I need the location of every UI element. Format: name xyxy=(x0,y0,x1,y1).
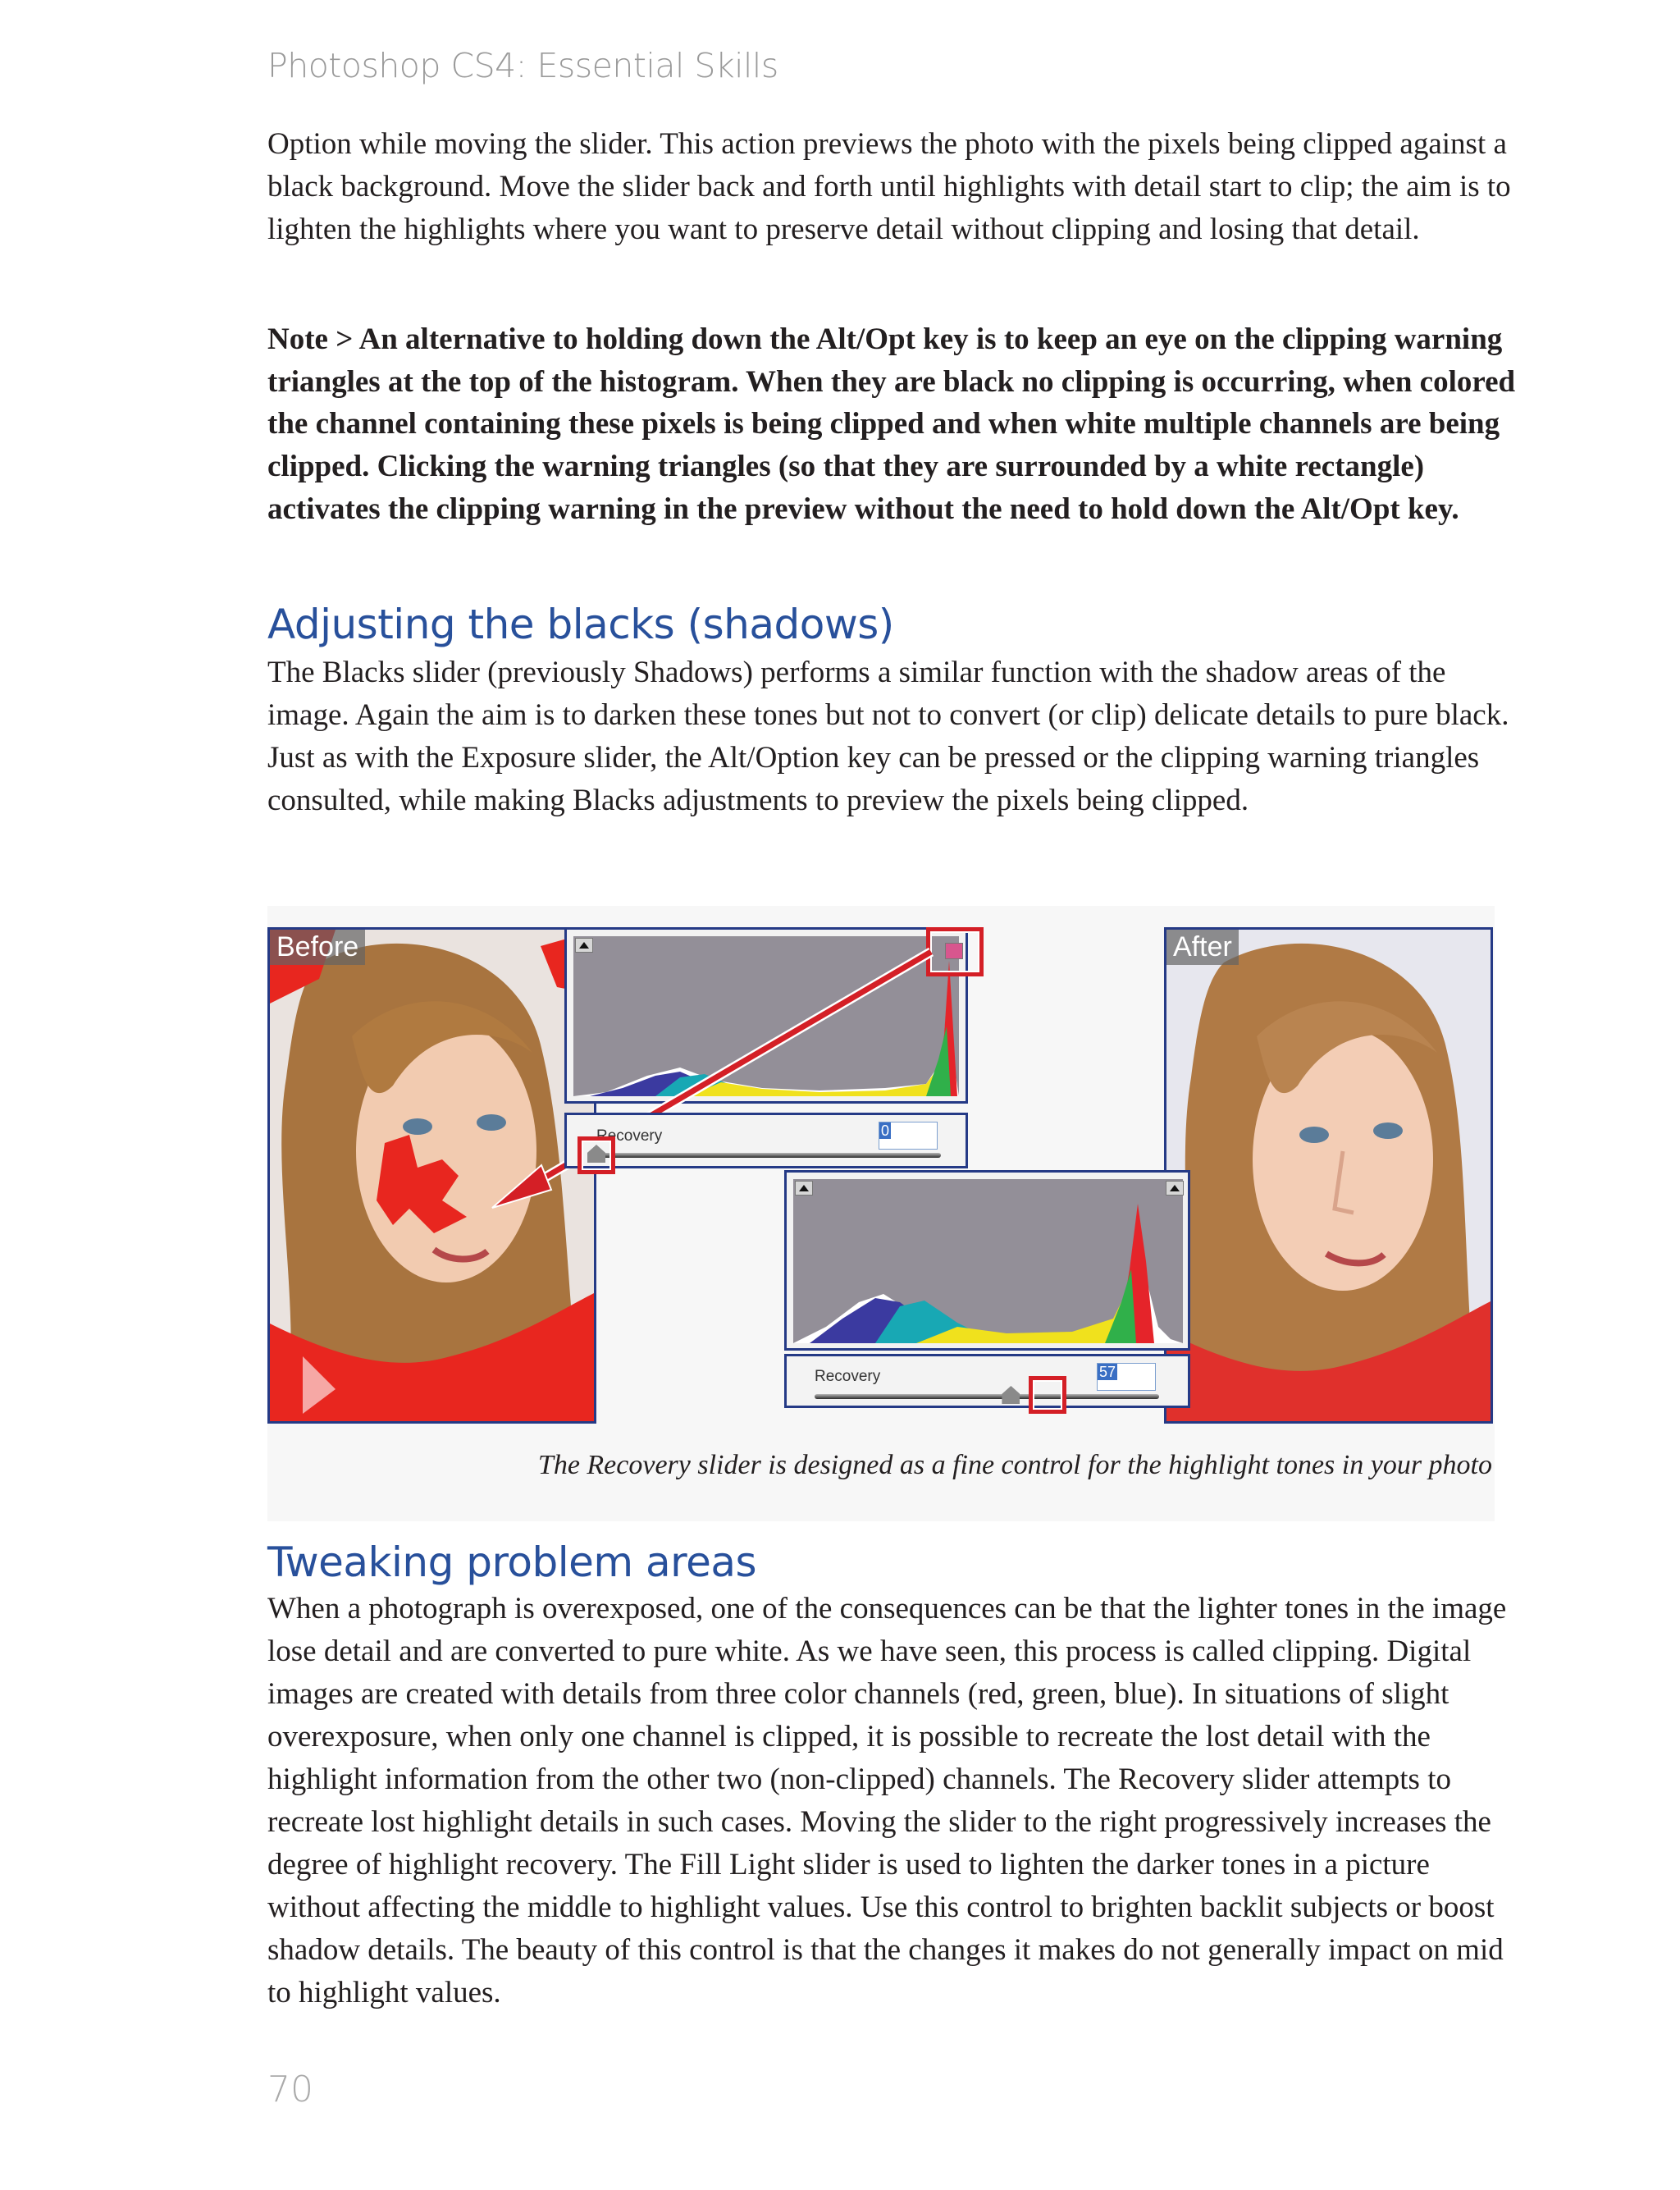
highlight-clipping-warning-icon[interactable] xyxy=(1166,1181,1184,1196)
figure-caption: The Recovery slider is designed as a fine control for the highlight tones in your photo xyxy=(537,1450,1492,1480)
blacks-paragraph-block xyxy=(267,652,1522,822)
note-block xyxy=(267,318,1522,531)
recovery-value-text: 0 xyxy=(881,1122,890,1139)
after-photo xyxy=(1164,927,1493,1424)
slider-thumb-highlight xyxy=(578,1136,615,1174)
recovery-slider-before xyxy=(564,1113,968,1168)
histogram-after xyxy=(784,1170,1190,1351)
recovery-value-text: 57 xyxy=(1099,1364,1116,1380)
running-head: Photoshop CS4: Essential Skills xyxy=(267,46,778,85)
recovery-value-field[interactable] xyxy=(1097,1363,1156,1391)
recovery-slider-track[interactable] xyxy=(596,1153,941,1158)
recovery-label: Recovery xyxy=(815,1368,881,1385)
recovery-slider-track[interactable] xyxy=(815,1394,1159,1399)
highlight-clipping-warning-icon[interactable] xyxy=(945,943,963,959)
after-portrait-illustration xyxy=(1166,930,1493,1424)
histogram-area xyxy=(793,1179,1183,1343)
before-label: Before xyxy=(270,930,365,965)
paragraph: The Blacks slider (previously Shadows) performs a similar function with the shadow areas of the image. Again the aim is to darken these tones but not to convert (or clip) delicate details to pure black. Just as with the Exposure slider, the Alt/Option key can be pressed or the clipping warning triangles consulted, while making Blacks adjustments to preview the pixels being clipped. xyxy=(267,656,1509,817)
tweaking-paragraph-block xyxy=(267,1588,1522,2014)
paragraph: Option while moving the slider. This action previews the photo with the pixels being clipped against a black background. Move the slider back and forth until highlights with detail start to clip; the aim is to lighten the highlights where you want to preserve detail without clipping and losing that detail. xyxy=(267,127,1511,246)
recovery-value-field[interactable] xyxy=(879,1122,938,1150)
recovery-slider-thumb[interactable] xyxy=(1002,1386,1020,1404)
section-heading-blacks: Adjusting the blacks (shadows) xyxy=(267,601,894,648)
slider-thumb-highlight xyxy=(1029,1376,1066,1414)
recovery-label: Recovery xyxy=(596,1127,663,1145)
histogram-graph xyxy=(793,1179,1183,1343)
section-heading-tweaking: Tweaking problem areas xyxy=(267,1538,757,1586)
intro-paragraph-block xyxy=(267,123,1522,251)
after-label: After xyxy=(1166,930,1239,965)
paragraph: When a photograph is overexposed, one of the consequences can be that the lighter tones in the image lose detail and are converted to pure white. As we have seen, this process is called clipping. Digital images are created with details from three color channels (red, green, blue). In situations of slight overexposure, when only one channel is clipped, it is possible to recreate the lost detail with the highlight information from the other two (non-clipped) channels. The Recovery slider attempts to recreate lost highlight details in such cases. Moving the slider to the right progressively increases the degree of highlight recovery. The Fill Light slider is used to lighten the darker tones in a picture without affecting the middle to highlight values. Use this control to brighten backlit subjects or boost shadow details. The beauty of this control is that the changes it makes do not generally impact on mid to highlight values. xyxy=(267,1592,1507,2009)
note-text: Note > An alternative to holding down the Alt/Opt key is to keep an eye on the clipping warning triangles at the top of the histogram. When they are black no clipping is occurring, when colored the channel containing these pixels is being clipped and when white multiple channels are being clipped. Clicking the warning triangles (so that they are surrounded by a white rectangle) activates the clipping warning in the preview without the need to hold down the Alt/Opt key. xyxy=(267,322,1516,526)
shadow-clipping-warning-icon[interactable] xyxy=(795,1181,813,1196)
recovery-slider-after xyxy=(784,1354,1190,1408)
page-number: 70 xyxy=(267,2069,313,2110)
